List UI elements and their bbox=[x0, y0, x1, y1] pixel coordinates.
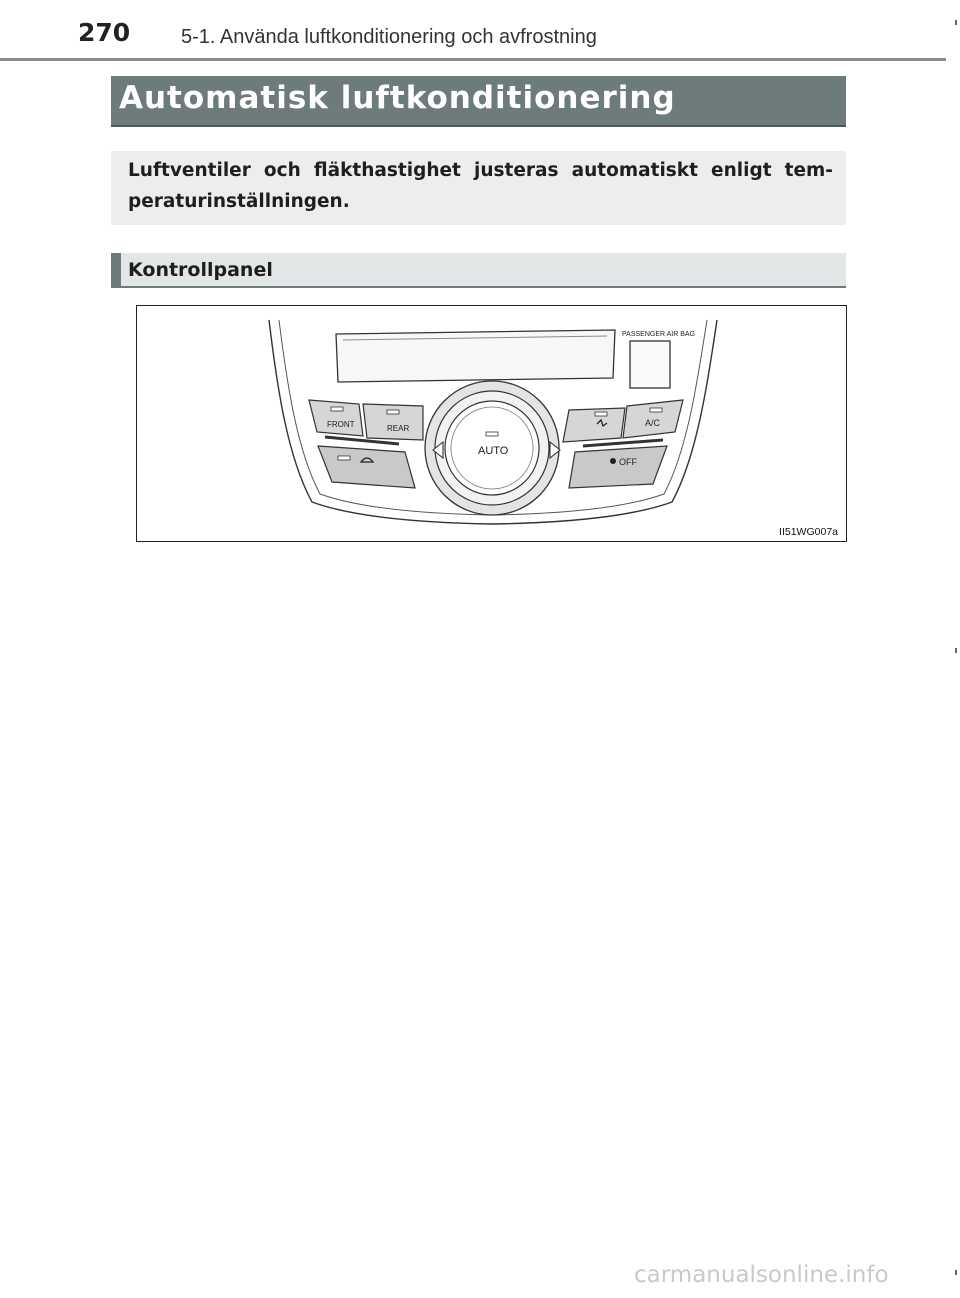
subsection-heading bbox=[111, 253, 846, 288]
section-title: 5-1. Använda luftkonditionering och avfrostning bbox=[181, 26, 597, 48]
intro-text: Luftventiler och fläkthastighet justeras automatiskt enligt tem-peraturinställningen. bbox=[128, 160, 833, 212]
front-defrost-button bbox=[309, 400, 363, 436]
off-label: OFF bbox=[619, 457, 637, 467]
recirculation-button bbox=[318, 446, 415, 488]
main-title-banner bbox=[111, 76, 846, 127]
control-panel-figure bbox=[136, 305, 847, 542]
ac-label: A/C bbox=[645, 418, 661, 428]
edge-tick bbox=[955, 648, 957, 653]
auto-label: AUTO bbox=[478, 445, 509, 457]
control-panel-illustration bbox=[137, 306, 848, 543]
edge-tick bbox=[955, 20, 957, 25]
rear-label: REAR bbox=[387, 424, 410, 433]
vent-mode-button bbox=[563, 408, 625, 442]
subsection-accent-bar bbox=[111, 253, 121, 288]
edge-tick bbox=[955, 1270, 957, 1275]
main-title: Automatisk luftkonditionering bbox=[119, 80, 676, 116]
airbag-indicator bbox=[630, 341, 670, 388]
rear-defrost-button bbox=[363, 404, 423, 440]
subsection-title: Kontrollpanel bbox=[128, 259, 273, 281]
figure-code: II51WG007a bbox=[779, 526, 838, 538]
header-rule bbox=[0, 58, 946, 61]
watermark: carmanualsonline.info bbox=[634, 1262, 889, 1288]
fan-icon bbox=[610, 458, 616, 464]
fan-off-button bbox=[569, 446, 667, 488]
intro-box bbox=[111, 151, 846, 225]
page-number: 270 bbox=[78, 18, 131, 47]
airbag-label: PASSENGER AIR BAG bbox=[622, 331, 696, 338]
front-label: FRONT bbox=[327, 420, 355, 429]
